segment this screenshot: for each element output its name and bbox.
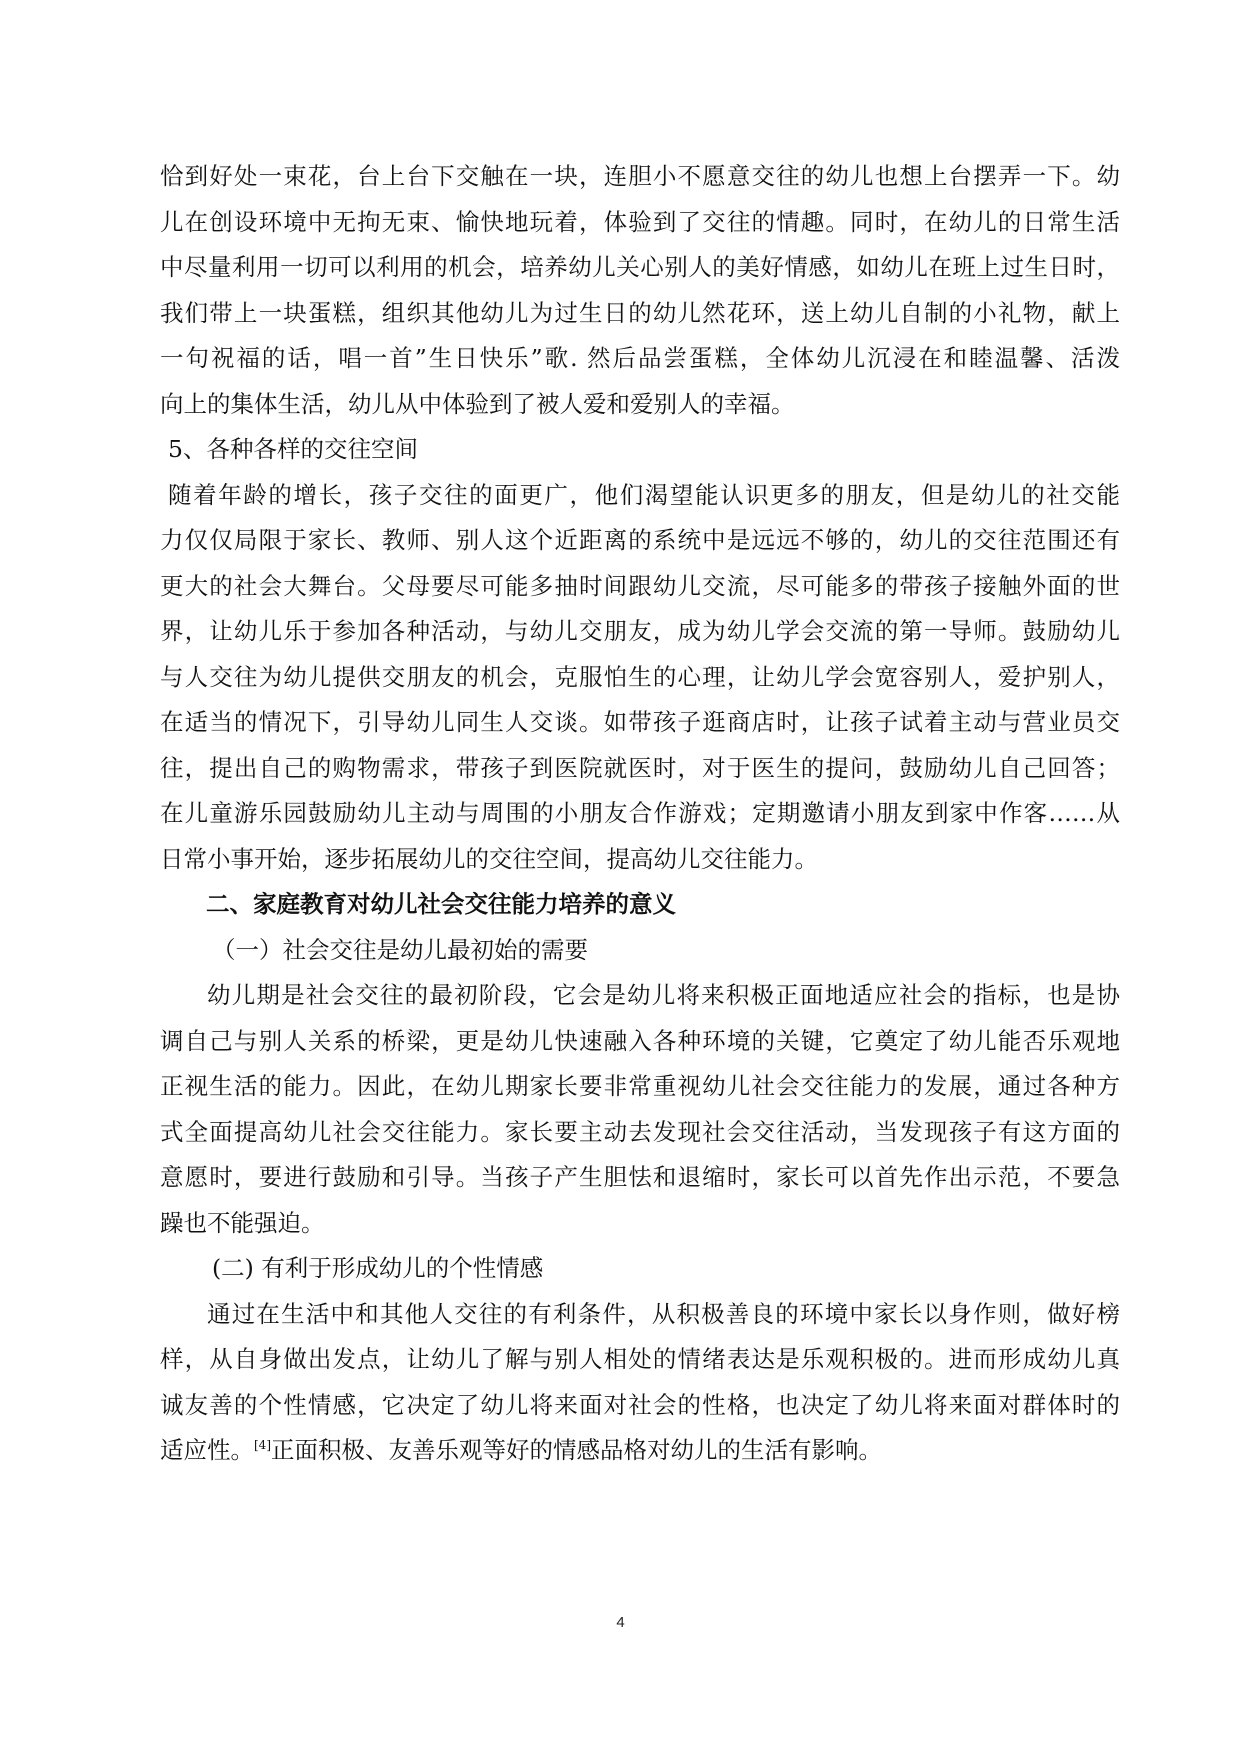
continuation-paragraph	[160, 154, 1120, 427]
text-line: 式全面提高幼儿社会交往能力。家长要主动去发现社会交往活动，当发现孩子有这方面的	[160, 1117, 1120, 1146]
text-line: 在适当的情况下，引导幼儿同生人交谈。如带孩子逛商店时，让孩子试着主动与营业员交	[160, 708, 1120, 736]
text-line: 一句祝福的话，唱一首”生日快乐”歌. 然后品尝蛋糕，全体幼儿沉浸在和睦温馨、活泼	[160, 344, 1120, 372]
text-line: 我们带上一块蛋糕，组织其他幼儿为过生日的幼儿然花环，送上幼儿自制的小礼物，献上	[160, 298, 1120, 327]
subsection-heading: 5、各种各样的交往空间	[168, 435, 418, 463]
text-line: 正视生活的能力。因此，在幼儿期家长要非常重视幼儿社会交往能力的发展，通过各种方	[160, 1072, 1120, 1100]
text-line: 中尽量利用一切可以利用的机会，培养幼儿关心别人的美好情感，如幼儿在班上过生日时，	[160, 253, 1120, 281]
sub2-paragraph	[160, 1292, 1120, 1474]
text-line: 日常小事开始，逐步拓展幼儿的交往空间，提高幼儿交往能力。	[160, 844, 818, 873]
text-line: 力仅仅局限于家长、教师、别人这个近距离的系统中是远远不够的，幼儿的交往范围还有	[160, 526, 1120, 554]
text-segment: 适应性。	[160, 1436, 254, 1464]
text-segment: 正面积极、友善乐观等好的情感品格对幼儿的生活有影响。	[271, 1436, 882, 1464]
text-line: 通过在生活中和其他人交往的有利条件，从积极善良的环境中家长以身作则，做好榜	[207, 1299, 1120, 1328]
text-line: 往，提出自己的购物需求，带孩子到医院就医时，对于医生的提问，鼓励幼儿自己回答；	[160, 753, 1120, 782]
text-line: 样，从自身做出发点，让幼儿了解与别人相处的情绪表达是乐观积极的。进而形成幼儿真	[160, 1345, 1120, 1373]
subsection-heading: （一）社会交往是幼儿最初始的需要	[212, 935, 588, 964]
text-line: 更大的社会大舞台。父母要尽可能多抽时间跟幼儿交流，尽可能多的带孩子接触外面的世	[160, 571, 1120, 600]
citation-marker: [4]	[254, 1438, 271, 1452]
sub1-paragraph	[160, 973, 1120, 1246]
text-line: 躁也不能强迫。	[160, 1208, 325, 1237]
text-line: 随着年龄的增长，孩子交往的面更广，他们渴望能认识更多的朋友，但是幼儿的社交能	[168, 480, 1120, 509]
text-line: 诚友善的个性情感，它决定了幼儿将来面对社会的性格，也决定了幼儿将来面对群体时的	[160, 1390, 1120, 1419]
text-line: 在儿童游乐园鼓励幼儿主动与周围的小朋友合作游戏；定期邀请小朋友到家中作客……从	[160, 799, 1120, 827]
text-line: 与人交往为幼儿提供交朋友的机会，克服怕生的心理，让幼儿学会宽容别人，爱护别人，	[160, 662, 1120, 691]
page-number: 4	[616, 1614, 625, 1631]
text-line: 儿在创设环境中无拘无束、愉快地玩着，体验到了交往的情趣。同时，在幼儿的日常生活	[160, 207, 1120, 236]
text-line: 调自己与别人关系的桥梁，更是幼儿快速融入各种环境的关键，它奠定了幼儿能否乐观地	[160, 1026, 1120, 1055]
text-line: 意愿时，要进行鼓励和引导。当孩子产生胆怯和退缩时，家长可以首先作出示范，不要急	[160, 1163, 1120, 1191]
text-line: 恰到好处一束花，台上台下交触在一块，连胆小不愿意交往的幼儿也想上台摆弄一下。幼	[160, 162, 1120, 190]
text-line: 幼儿期是社会交往的最初阶段，它会是幼儿将来积极正面地适应社会的指标，也是协	[207, 981, 1120, 1009]
section-heading: 二、家庭教育对幼儿社会交往能力培养的意义	[206, 890, 676, 918]
text-line: 向上的集体生活，幼儿从中体验到了被人爱和爱别人的幸福。	[160, 389, 795, 418]
text-line	[160, 1428, 1120, 1474]
text-line: 界，让幼儿乐于参加各种活动，与幼儿交朋友，成为幼儿学会交流的第一导师。鼓励幼儿	[160, 617, 1120, 645]
subsection-heading: (二) 有利于形成幼儿的个性情感	[212, 1254, 544, 1282]
subsection-5-paragraph	[160, 473, 1120, 883]
document-body	[160, 154, 1120, 1474]
